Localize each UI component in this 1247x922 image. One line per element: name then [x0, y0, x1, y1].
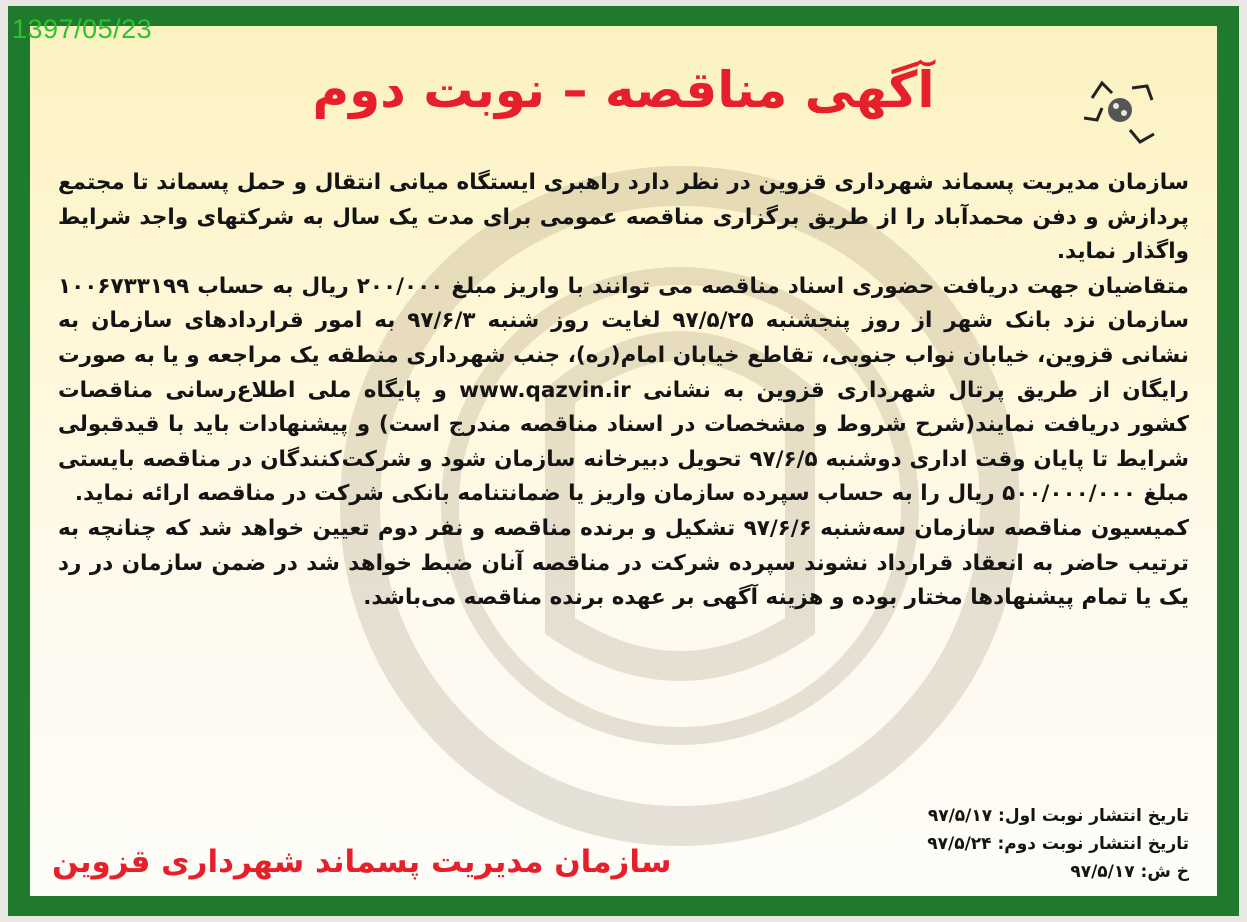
publication-code: خ ش: ۹۷/۵/۱۷: [1070, 862, 1189, 882]
notice-body: [58, 166, 1189, 616]
notice-title: آگهی مناقصه – نوبت دوم: [312, 61, 935, 119]
issuer-name: سازمان مدیریت پسماند شهرداری قزوین: [52, 844, 672, 880]
publication-dates: [927, 802, 1189, 886]
notice-paragraph: سازمان مدیریت پسماند شهرداری قزوین در نظر دارد راهبری ایستگاه میانی انتقال و حمل پسماند تا مجتمع پردازش و دفن محمدآباد را از طریق برگزاری مناقصه عمومی برای مدت یک سال به شرکتهای واجد شرایط واگذار نماید.: [58, 170, 1189, 265]
second-publication-date: تاریخ انتشار نوبت دوم: ۹۷/۵/۲۴: [927, 834, 1189, 854]
notice-paragraph: متقاضیان جهت دریافت حضوری اسناد مناقصه می توانند با واریز مبلغ ۲۰۰/۰۰۰ ریال به حساب ۱۰۰۶۷۳۳۱۹۹ سازمان نزد بانک شهر از روز پنجشنبه ۹۷/۵/۲۵ لغایت روز شنبه ۹۷/۶/۳ به امور قراردادهای سازمان به نشانی قزوین، خیابان نواب جنوبی، تقاطع خیابان امام(ره)، جنب شهرداری منطقه یک مراجعه و یا به صورت رایگان از طریق پرتال شهرداری قزوین به نشانی www.qazvin.ir و پایگاه ملی اطلاع‌رسانی مناقصات کشور دریافت نمایند(شرح شروط و مشخصات در اسناد مناقصه مندرج است) و پیشنهادات باید با قیدقبولی شرایط تا پایان وقت اداری دوشنبه ۹۷/۶/۵ تحویل دبیرخانه سازمان شود و شرکت‌کنندگان در مناقصه بایستی مبلغ ۵۰۰/۰۰۰/۰۰۰ ریال را به حساب سپرده سازمان واریز یا ضمانتنامه بانکی شرکت در مناقصه ارائه نماید.: [58, 273, 1189, 507]
notice-paragraph: کمیسیون مناقصه سازمان سه‌شنبه ۹۷/۶/۶ تشکیل و برنده مناقصه و نفر دوم تعیین خواهد شد که چنانچه به ترتیب حاضر به انعقاد قرارداد نشوند سپرده شرکت در مناقصه آنان ضبط خواهد شد در ضمن سازمان در رد یک یا تمام پیشنهادها مختار بوده و هزینه آگهی بر عهده برنده مناقصه می‌باشد.: [58, 515, 1189, 611]
notice-frame: [8, 6, 1239, 916]
first-publication-date: تاریخ انتشار نوبت اول: ۹۷/۵/۱۷: [927, 806, 1189, 826]
notice-panel: [30, 26, 1217, 896]
newspaper-date-stamp: 1397/05/23: [12, 14, 153, 44]
